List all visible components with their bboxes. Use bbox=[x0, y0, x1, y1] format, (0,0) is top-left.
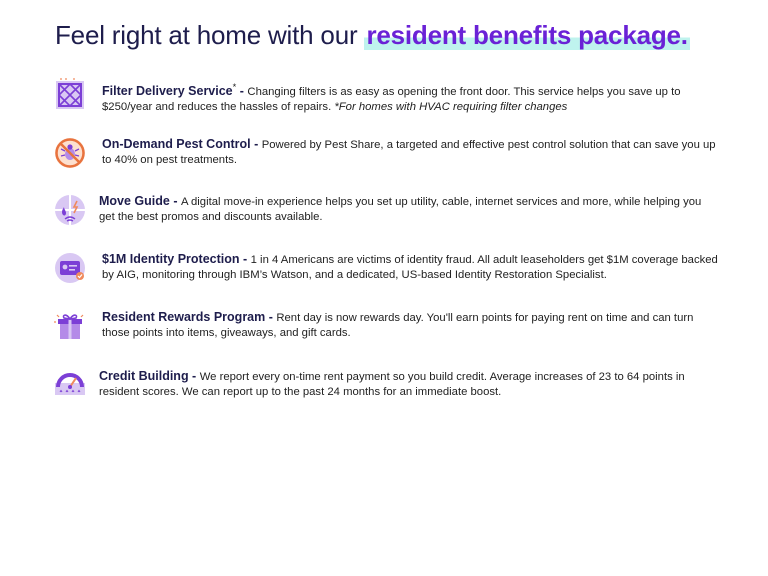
benefit-title: Move Guide bbox=[99, 194, 170, 208]
pest-control-icon bbox=[52, 135, 88, 171]
headline bbox=[55, 20, 690, 51]
benefit-separator: - bbox=[250, 137, 262, 151]
benefit-text bbox=[99, 369, 719, 400]
benefit-body: We report every on-time rent payment so you build credit. Average increases of 23 to 64 points in resident scores. We can report up to the past 24 months for an immediate boost. bbox=[99, 371, 685, 398]
benefit-separator: - bbox=[188, 369, 200, 383]
identity-card-icon bbox=[52, 250, 88, 286]
benefit-separator: - bbox=[169, 194, 181, 208]
benefit-separator: - bbox=[265, 310, 277, 324]
benefit-text bbox=[102, 137, 722, 168]
headline-lead: Feel right at home with our bbox=[55, 20, 365, 50]
benefit-title: Resident Rewards Program bbox=[102, 310, 266, 324]
benefit-body: Rent day is now rewards day. You'll earn points for paying rent on time and can turn those points into items, giveaways, and gift cards. bbox=[102, 312, 694, 339]
benefit-note: *For homes with HVAC requiring filter changes bbox=[334, 100, 568, 113]
benefit-separator: - bbox=[236, 83, 248, 98]
benefit-title: $1M Identity Protection bbox=[102, 252, 240, 266]
benefit-body: Powered by Pest Share, a targeted and effective pest control solution that can save you up to 40% on pest treatments. bbox=[102, 139, 716, 166]
utilities-icon bbox=[52, 192, 88, 228]
benefit-title: On-Demand Pest Control bbox=[102, 137, 251, 151]
benefit-title: Credit Building bbox=[99, 369, 189, 383]
benefit-separator: - bbox=[239, 252, 251, 266]
credit-gauge-icon bbox=[52, 367, 88, 403]
benefit-text bbox=[99, 194, 719, 225]
filter-icon bbox=[52, 77, 88, 113]
benefit-title-mark: * bbox=[232, 81, 237, 92]
benefit-text bbox=[102, 310, 722, 341]
benefit-body: 1 in 4 Americans are victims of identity fraud. All adult leaseholders get $1M coverage backed by AIG, monitoring through IBM’s Watson, and a dedicated, US-based Identity Restoration Specialist. bbox=[102, 254, 718, 281]
gift-icon bbox=[52, 308, 88, 344]
benefit-title: Filter Delivery Service bbox=[102, 83, 233, 98]
headline-highlight: resident benefits package. bbox=[366, 20, 688, 50]
benefit-body: A digital move-in experience helps you set up utility, cable, internet services and more, while helping you get the best promos and discounts available. bbox=[99, 196, 702, 223]
benefit-text bbox=[102, 79, 722, 115]
benefit-text bbox=[102, 252, 722, 283]
benefit-body: Changing filters is as easy as opening the front door. This service helps you save up to $250/year and reduces the hassles of repairs. bbox=[102, 85, 681, 113]
